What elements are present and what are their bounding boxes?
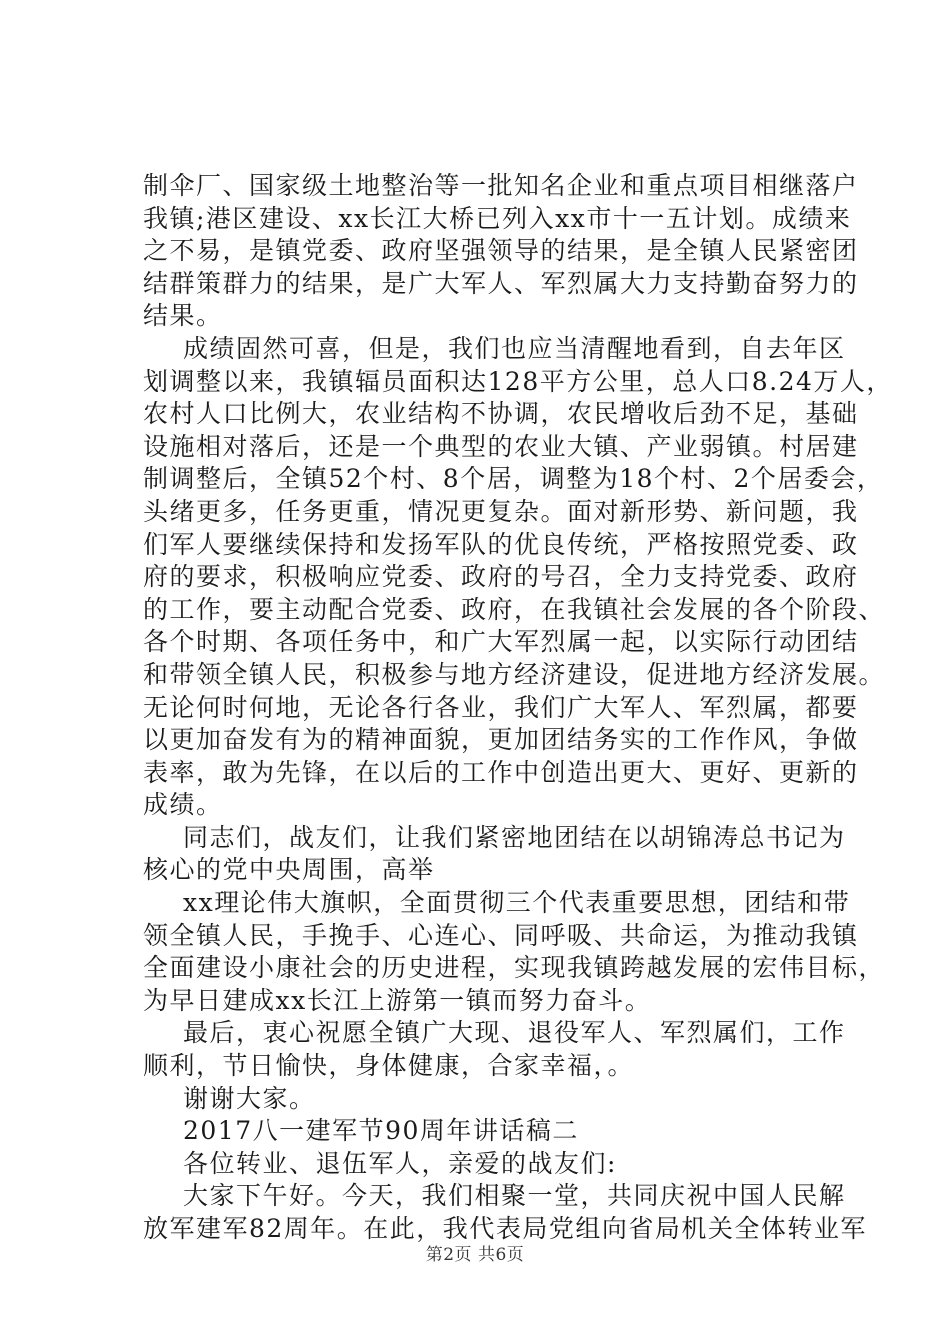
text-line: 大家下午好。今天，我们相聚一堂，共同庆祝中国人民解	[183, 1181, 846, 1211]
text-line: 为早日建成xx长江上游第一镇而努力奋斗。	[143, 985, 652, 1015]
text-line: 领全镇人民，手挽手、心连心、同呼吸、共命运，为推动我镇	[143, 920, 859, 950]
text-line: 各个时期、各项任务中，和广大军烈属一起，以实际行动团结	[143, 627, 859, 657]
text-line: 核心的党中央周围，高举	[143, 855, 435, 885]
text-line: 成绩固然可喜，但是，我们也应当清醒地看到，自去年区	[183, 333, 846, 363]
text-line: 的工作，要主动配合党委、政府，在我镇社会发展的各个阶段、	[143, 594, 886, 624]
text-line: xx理论伟大旗帜，全面贯彻三个代表重要思想，团结和带	[183, 888, 851, 918]
text-line: 放军建军82周年。在此，我代表局党组向省局机关全体转业军	[143, 1214, 867, 1243]
text-line: 设施相对落后，还是一个典型的农业大镇、产业弱镇。村居建	[143, 431, 859, 461]
document-body	[143, 170, 893, 1246]
text-line: 头绪更多，任务更重，情况更复杂。面对新形势、新问题，我	[143, 496, 859, 526]
text-line: 表率，敢为先锋，在以后的工作中创造出更大、更好、更新的	[143, 757, 859, 787]
text-line: 无论何时何地，无论各行各业，我们广大军人、军烈属，都要	[143, 692, 859, 722]
text-line: 最后，衷心祝愿全镇广大现、退役军人、军烈属们，工作	[183, 1018, 846, 1048]
text-line: 2017八一建军节90周年讲话稿二	[183, 1116, 579, 1146]
text-line: 农村人口比例大，农业结构不协调，农民增收后劲不足，基础	[143, 399, 859, 429]
text-line: 结果。	[143, 301, 223, 331]
text-line: 各位转业、退伍军人，亲爱的战友们:	[183, 1148, 617, 1178]
text-line: 制伞厂、国家级土地整治等一批知名企业和重点项目相继落户	[143, 171, 859, 200]
text-line: 谢谢大家。	[183, 1083, 316, 1113]
text-line: 们军人要继续保持和发扬军队的优良传统，严格按照党委、政	[143, 529, 859, 559]
text-line: 全面建设小康社会的历史进程，实现我镇跨越发展的宏伟目标，	[143, 953, 886, 983]
text-line: 制调整后，全镇52个村、8个居，调整为18个村、2个居委会，	[143, 464, 884, 494]
text-line: 之不易，是镇党委、政府坚强领导的结果，是全镇人民紧密团	[143, 236, 859, 266]
text-line: 结群策群力的结果，是广大军人、军烈属大力支持勤奋努力的	[143, 268, 859, 298]
text-line: 我镇;港区建设、xx长江大桥已列入xx市十一五计划。成绩来	[143, 203, 852, 233]
text-line: 府的要求，积极响应党委、政府的号召，全力支持党委、政府	[143, 562, 859, 592]
text-line: 划调整以来，我镇辐员面积达128平方公里，总人口8.24万人，	[143, 366, 893, 396]
text-line: 同志们，战友们，让我们紧密地团结在以胡锦涛总书记为	[183, 822, 846, 852]
text-line: 和带领全镇人民，积极参与地方经济建设，促进地方经济发展。	[143, 659, 886, 689]
text-line: 顺利，节日愉快，身体健康，合家幸福，。	[143, 1051, 635, 1081]
page-footer: 第2页 共6页	[425, 1245, 525, 1265]
text-line: 成绩。	[143, 790, 223, 820]
text-line: 以更加奋发有为的精神面貌，更加团结务实的工作作风，争做	[143, 725, 859, 755]
